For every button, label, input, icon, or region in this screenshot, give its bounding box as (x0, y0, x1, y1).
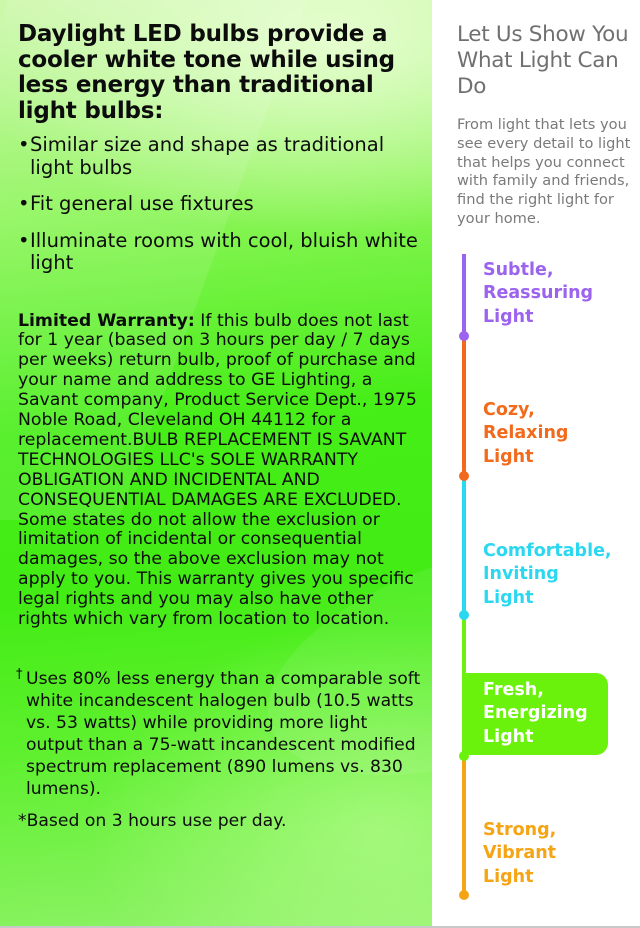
bullet-icon: • (18, 133, 30, 156)
panel-title: Let Us Show You What Light Can Do (457, 22, 629, 99)
asterisk-mark: * (18, 811, 27, 831)
dagger-mark: † (16, 667, 23, 682)
bullet-icon: • (18, 228, 30, 252)
light-scale-panel (432, 0, 640, 926)
usage-footnote: *Based on 3 hours use per day. (18, 811, 287, 831)
feature-item: • Similar size and shape as traditional light bulbs (18, 133, 385, 179)
level-strong[interactable]: Strong, Vibrant Light (483, 820, 557, 887)
scale-line-comfortable (462, 476, 466, 615)
level-subtle[interactable]: Subtle, Reassuring Light (483, 260, 594, 327)
node-dot-icon (459, 331, 469, 341)
scale-line-strong (462, 756, 466, 895)
level-fresh[interactable]: Fresh, Energizing Light (483, 680, 588, 747)
node-dot-icon (459, 471, 469, 481)
warranty-label: Limited Warranty: (18, 310, 195, 331)
scale-line-cozy (462, 336, 466, 476)
scale-line-subtle (462, 254, 466, 336)
level-cozy[interactable]: Cozy, Relaxing Light (483, 400, 569, 467)
panel-description: From light that lets you see every detail to light that helps you connect with family and friends, find the right light for your home. (457, 116, 631, 227)
node-dot-icon (459, 890, 469, 900)
bullet-icon: • (18, 192, 30, 215)
warranty-text: Limited Warranty: If this bulb does not last for 1 year (based on 3 hours per day / 7 days per weeks) return bulb, proof of purchase and your name and address to GE Lighting, a Savant company, Product Service Dept., 1975 Noble Road, Cleveland OH 44112 for a replacement.BULB REPLACEMENT IS SAVANT TECHNOLOGIES LLC's SOLE WARRANTY OBLIGATION AND INCIDENTAL AND CONSEQUENTIAL DAMAGES ARE EXCLUDED. Some states do not allow the exclusion or limitation of incidental or consequential damages, so the above exclusion may not apply to you. This warranty gives you specific legal rights and you may also have other rights which vary from location to location. (18, 310, 417, 630)
node-dot-icon (459, 751, 469, 761)
level-comfortable[interactable]: Comfortable, Inviting Light (483, 541, 612, 608)
feature-list (18, 134, 432, 275)
node-dot-icon (459, 610, 469, 620)
feature-item: • Illuminate rooms with cool, bluish white light (18, 228, 418, 274)
energy-footnote: † Uses 80% less energy than a comparable soft white incandescent halogen bulb (10.5 watts vs. 53 watts) while providing more light output than a 75-watt incandescent modified spectrum replacement (890 lumens vs. 830 lumens). (18, 668, 426, 800)
feature-item: • Fit general use fixtures (18, 192, 254, 215)
headline: Daylight LED bulbs provide a cooler white tone while using less energy than traditional light bulbs: (18, 21, 395, 124)
